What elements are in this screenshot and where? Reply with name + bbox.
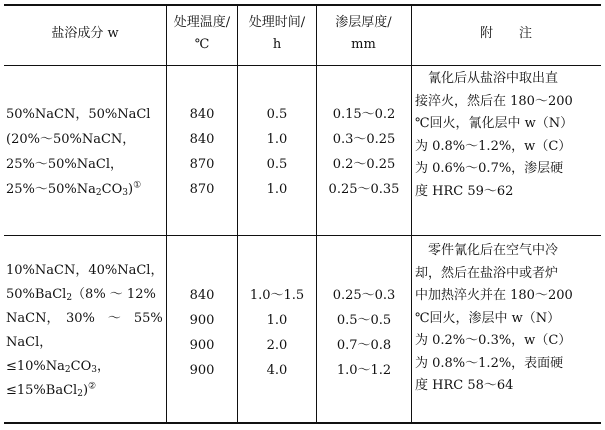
table-row-temp: 900 [189, 363, 215, 378]
group1-composition-line-4: $25\%\sim 50\%Na_2CO_3)^①$ [6, 180, 142, 198]
group2-composition-line-1: 10%NaCN，40%NaCl， [6, 263, 164, 278]
table-row-time: 4.0 [266, 363, 288, 378]
header-temperature-label: 处理温度/ [173, 15, 231, 30]
table-row-depth: 0.15～0.2 [332, 107, 396, 122]
group1-temperatures [167, 102, 237, 202]
group2-note-line: ℃回火，渗层中 w（N） [415, 310, 561, 326]
table-row-temp: 870 [189, 182, 215, 197]
group2-composition [6, 259, 166, 403]
group2-note [415, 240, 599, 398]
table-row-temp: 840 [189, 107, 215, 122]
table-row-depth: 0.25～0.3 [332, 288, 396, 303]
table-bottom-rule [4, 422, 601, 424]
table-row-time: 1.0 [266, 132, 288, 147]
group1-note [415, 68, 599, 203]
group1-composition-line-1: 50%NaCN，50%NaCl [6, 107, 151, 122]
header-note [411, 23, 601, 45]
group1-note-line: 氰化后从盐浴中取出直 [415, 71, 559, 86]
table-row-temp: 900 [189, 338, 215, 353]
header-temperature-unit: ℃ [194, 37, 210, 52]
table-row-temp: 840 [189, 288, 215, 303]
header-depth-unit: mm [351, 37, 376, 52]
group1-depths [317, 102, 411, 202]
group2-composition-line-2: 50%BaCl$_2$（8% ～ 12% [6, 287, 156, 303]
table-top-rule [4, 4, 601, 6]
header-depth-label: 渗层厚度/ [335, 15, 392, 30]
group2-note-line: 中加热淬火并在 180～200 [415, 288, 573, 303]
header-note-text: 附 注 [479, 26, 532, 41]
group1-note-line: 为 0.6%～0.7%，渗层硬 [415, 161, 564, 176]
group2-composition-line-3: NaCN， 30% ～ 55% [6, 311, 163, 326]
header-composition [4, 23, 166, 45]
group2-temperatures [167, 283, 237, 383]
group2-note-line: 零件氰化后在空气中冷 [415, 243, 559, 258]
group2-note-line: 度 HRC 58～64 [415, 378, 514, 393]
table-row-time: 1.0～1.5 [249, 288, 305, 303]
header-time-unit: h [272, 37, 282, 52]
footnote-marker-1: ① [133, 180, 142, 191]
table-row-temp: 900 [189, 313, 215, 328]
table-row-depth: 0.3～0.25 [332, 132, 396, 147]
salt-bath-table [4, 4, 601, 424]
group2-depths [317, 283, 411, 383]
table-row-temp: 870 [189, 157, 215, 172]
group-divider-rule [4, 235, 601, 236]
group1-note-line: 接淬火，然后在 180～200 [415, 93, 573, 109]
header-bottom-rule [4, 65, 601, 66]
col-divider-4 [411, 4, 412, 424]
table-row-time: 2.0 [266, 338, 288, 353]
group2-composition-line-5: $\le 10\%Na_2CO_3$， [6, 359, 111, 375]
table-row-depth: 0.7～0.8 [336, 338, 392, 353]
header-time [237, 12, 317, 56]
group2-composition-line-6: ≤15%BaCl$_2$)② [6, 381, 97, 399]
table-row-depth: 0.5～0.5 [336, 313, 392, 328]
group2-note-line: 为 0.8%～1.2%，表面硬 [415, 355, 564, 371]
table-row-depth: 0.2～0.25 [332, 157, 396, 172]
group1-composition [6, 102, 166, 202]
footnote-marker-2: ② [88, 381, 97, 392]
group1-note-line: 为 0.8%～1.2%，w（C） [415, 138, 572, 154]
group2-composition-line-4: NaCl， [6, 335, 53, 350]
group2-note-line: 却，然后在盐浴中或者炉 [415, 265, 559, 281]
table-row-depth: 1.0～1.2 [336, 363, 392, 378]
table-row-time: 1.0 [266, 313, 288, 328]
table-row-depth: 0.25～0.35 [328, 182, 400, 197]
group1-note-line: 度 HRC 59～62 [415, 183, 514, 199]
group2-times [238, 283, 316, 383]
header-time-label: 处理时间/ [248, 15, 306, 30]
group1-times [238, 102, 316, 202]
header-depth [316, 12, 411, 56]
group2-note-line: 为 0.2%～0.3%，w（C） [415, 333, 572, 348]
group1-composition-line-3: 25%～50%NaCl， [6, 157, 124, 172]
group1-note-line: ℃回火，氰化层中 w（N） [415, 116, 574, 131]
table-row-time: 0.5 [266, 157, 288, 172]
group1-composition-line-2: (20%～50%NaCN， [6, 132, 136, 147]
table-row-time: 0.5 [266, 107, 288, 122]
table-row-time: 1.0 [266, 182, 288, 197]
table-row-temp: 840 [189, 132, 215, 147]
header-temperature [166, 12, 238, 56]
header-composition-text: 盐浴成分 w [51, 26, 119, 41]
